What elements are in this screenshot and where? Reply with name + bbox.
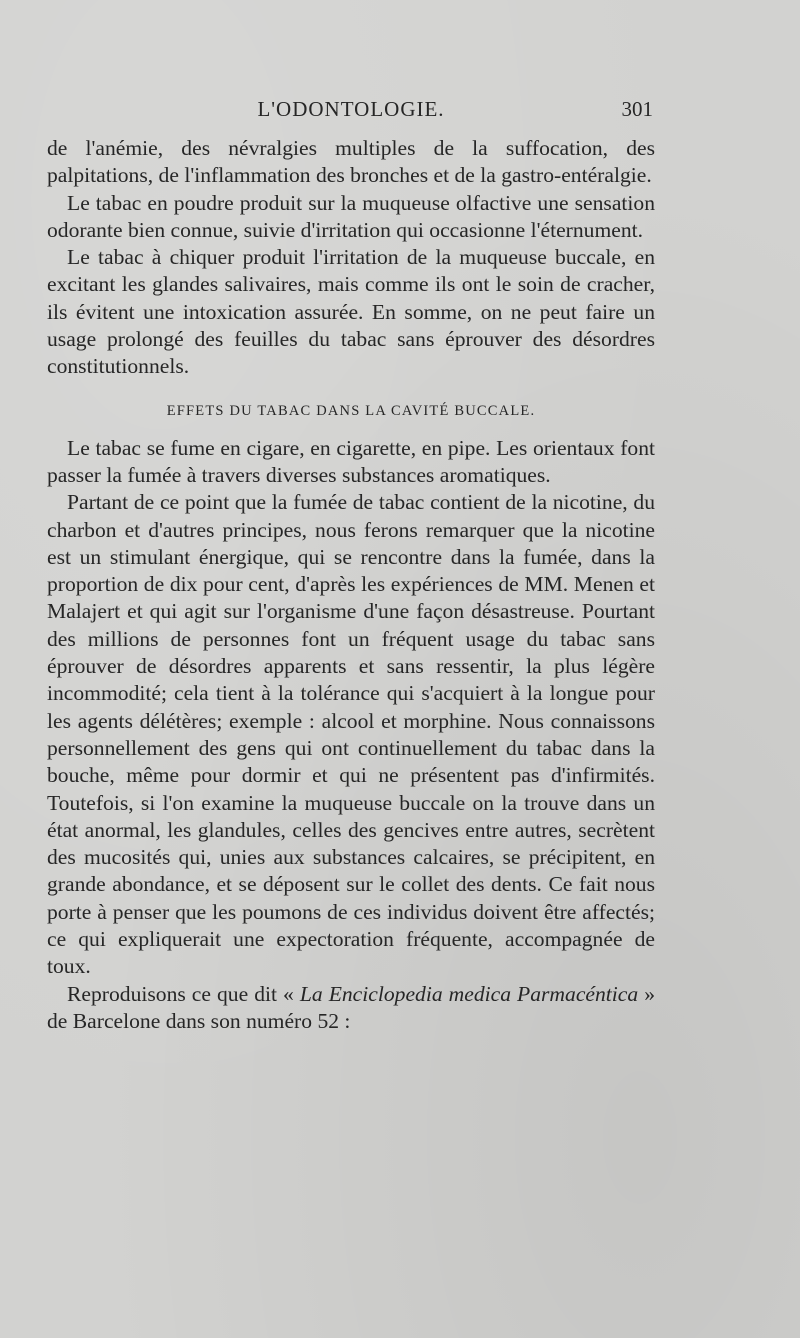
paragraph-snuff: Le tabac en poudre produit sur la muqueuse olfactive une sensation odorante bien connue, suivie d'irritation qui occasionne l'éternument. [47,190,655,242]
paragraph-continuation: de l'anémie, des névralgies multiples de la suffocation, des palpitations, de l'inflammation des bronches et de la gastro-entéralgie. [47,136,655,188]
book-page [47,93,655,1035]
section-heading: EFFETS DU TABAC DANS LA CAVITÉ BUCCALE. [166,402,536,419]
journal-title: L'ODONTOLOGIE. [257,97,445,121]
paragraph-nicotine: Partant de ce point que la fumée de tabac contient de la nicotine, du charbon et d'autres principes, nous ferons remarquer que la nicotine est un stimulant énergique, qui se rencontre dans la fumée, dans la proportion de dix pour cent, d'après les expériences de MM. Menen et Malajert et qui agit sur l'organisme d'une façon désastreuse. Pourtant des millions de personnes font un fréquent usage du tabac sans éprouver de désordres apparents et sans ressentir, la plus légère incommodité; cela tient à la tolérance qui s'acquiert à la longue pour les agents délétères; exemple : alcool et morphine. Nous connaissons personnellement des gens qui ont continuellement du tabac dans la bouche, même pour dormir et qui ne présentent pas d'infirmités. Toutefois, si l'on examine la muqueuse buccale on la trouve dans un état anormal, les glandules, celles des gencives entre autres, secrètent des mucosités qui, unies aux substances calcaires, se précipitent, en grande abondance, et se déposent sur le collet des dents. Ce fait nous porte à penser que les poumons de ces individus doivent être affectés; ce qui expliquerait une expectoration fréquente, accompagnée de toux. [47,490,655,979]
page-number: 301 [621,97,653,121]
paragraph-chewing-tobacco: Le tabac à chiquer produit l'irritation de la muqueuse buccale, en excitant les glandes salivaires, mais comme ils ont le soin de cracher, ils évitent une intoxication assurée. En somme, on ne peut faire un usage prolongé des feuilles du tabac sans éprouver des désordres constitutionnels. [47,245,655,379]
paragraph-citation [47,981,655,1036]
citation-text-after: » de Barcelone dans son numéro 52 : [47,981,655,1033]
running-head [47,93,655,127]
citation-text-before: Reproduisons ce que dit « [67,981,300,1006]
paragraph-smoking: Le tabac se fume en cigare, en cigarette, en pipe. Les orientaux font passer la fumée à travers diverses substances aromatiques. [47,435,655,487]
citation-source-title: La Enciclopedia medica Parmacéntica [299,981,639,1006]
